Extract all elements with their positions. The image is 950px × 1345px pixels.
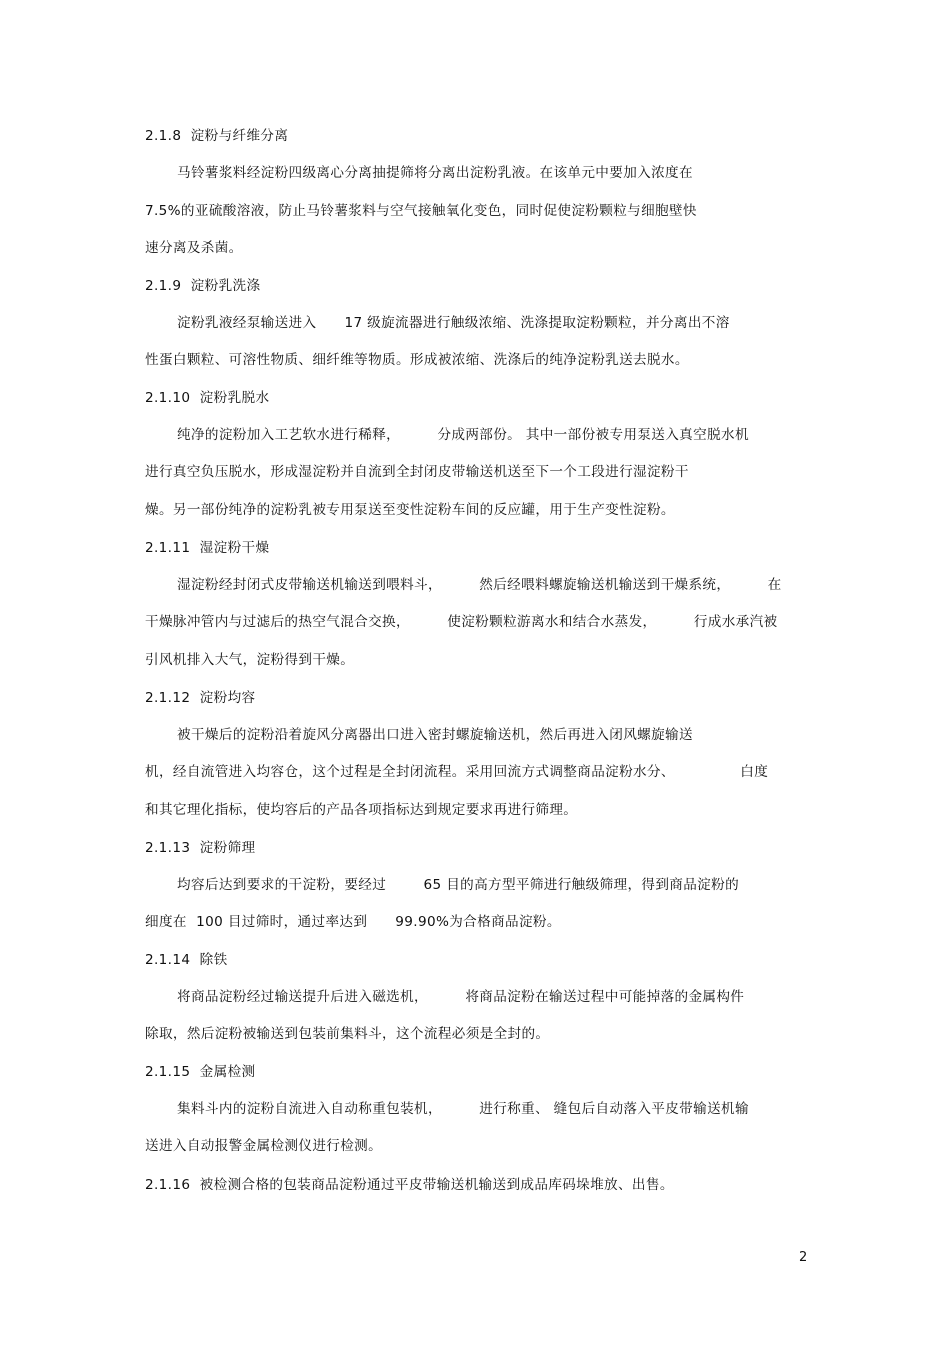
heading-2-1-11: 2.1.11 湿淀粉干燥 — [145, 540, 270, 556]
paragraph-line: 进行真空负压脱水，形成湿淀粉并自流到全封闭皮带输送机送至下一个工段进行湿淀粉干 — [145, 464, 689, 480]
heading-2-1-14: 2.1.14 除铁 — [145, 952, 228, 968]
paragraph-line: 将商品淀粉经过输送提升后进入磁选机， 将商品淀粉在输送过程中可能掉落的金属构件 — [177, 989, 745, 1005]
paragraph-line: 除取，然后淀粉被输送到包装前集料斗，这个流程必须是全封的。 — [145, 1026, 550, 1042]
paragraph-line: 干燥脉冲管内与过滤后的热空气混合交换， 使淀粉颗粒游离水和结合水蒸发， 行成水承汽被 — [145, 614, 778, 630]
paragraph-line: 7.5%的亚硫酸溶液，防止马铃薯浆料与空气接触氧化变色，同时促使淀粉颗粒与细胞壁快 — [145, 203, 697, 219]
paragraph-line: 被干燥后的淀粉沿着旋风分离器出口进入密封螺旋输送机，然后再进入闭风螺旋输送 — [177, 727, 693, 743]
paragraph-line: 速分离及杀菌。 — [145, 240, 243, 256]
paragraph-line: 淀粉乳液经泵输送进入 17 级旋流器进行触级浓缩、洗涤提取淀粉颗粒，并分离出不溶 — [177, 315, 730, 331]
heading-2-1-12: 2.1.12 淀粉均容 — [145, 690, 256, 706]
heading-2-1-9: 2.1.9 淀粉乳洗涤 — [145, 278, 261, 294]
paragraph-line: 均容后达到要求的干淀粉，要经过 65 目的高方型平筛进行触级筛理，得到商品淀粉的 — [177, 877, 740, 893]
paragraph-line: 送进入自动报警金属检测仪进行检测。 — [145, 1138, 383, 1154]
paragraph-line: 引风机排入大气，淀粉得到干燥。 — [145, 652, 355, 668]
paragraph-line: 和其它理化指标，使均容后的产品各项指标达到规定要求再进行筛理。 — [145, 802, 578, 818]
paragraph-line: 细度在 100 目过筛时，通过率达到 99.90%为合格商品淀粉。 — [145, 914, 561, 930]
heading-2-1-10: 2.1.10 淀粉乳脱水 — [145, 390, 270, 406]
paragraph-line: 机，经自流管进入均容仓，这个过程是全封闭流程。采用回流方式调整商品淀粉水分、 白度 — [145, 764, 769, 780]
paragraph-line: 性蛋白颗粒、可溶性物质、细纤维等物质。形成被浓缩、洗涤后的纯净淀粉乳送去脱水。 — [145, 352, 689, 368]
heading-2-1-16: 2.1.16 被检测合格的包装商品淀粉通过平皮带输送机输送到成品库码垛堆放、出售。 — [145, 1177, 674, 1193]
heading-2-1-13: 2.1.13 淀粉筛理 — [145, 840, 256, 856]
paragraph-line: 纯净的淀粉加入工艺软水进行稀释， 分成两部份。 其中一部份被专用泵送入真空脱水机 — [177, 427, 749, 443]
paragraph-line: 集料斗内的淀粉自流进入自动称重包装机， 进行称重、 缝包后自动落入平皮带输送机输 — [177, 1101, 749, 1117]
page-number: 2 — [799, 1250, 808, 1265]
paragraph-line: 燥。另一部份纯净的淀粉乳被专用泵送至变性淀粉车间的反应罐，用于生产变性淀粉。 — [145, 502, 675, 518]
heading-2-1-8: 2.1.8 淀粉与纤维分离 — [145, 128, 289, 144]
paragraph-line: 湿淀粉经封闭式皮带输送机输送到喂料斗， 然后经喂料螺旋输送机输送到干燥系统， 在 — [177, 577, 782, 593]
paragraph-line: 马铃薯浆料经淀粉四级离心分离抽提筛将分离出淀粉乳液。在该单元中要加入浓度在 — [177, 165, 693, 181]
heading-2-1-15: 2.1.15 金属检测 — [145, 1064, 256, 1080]
